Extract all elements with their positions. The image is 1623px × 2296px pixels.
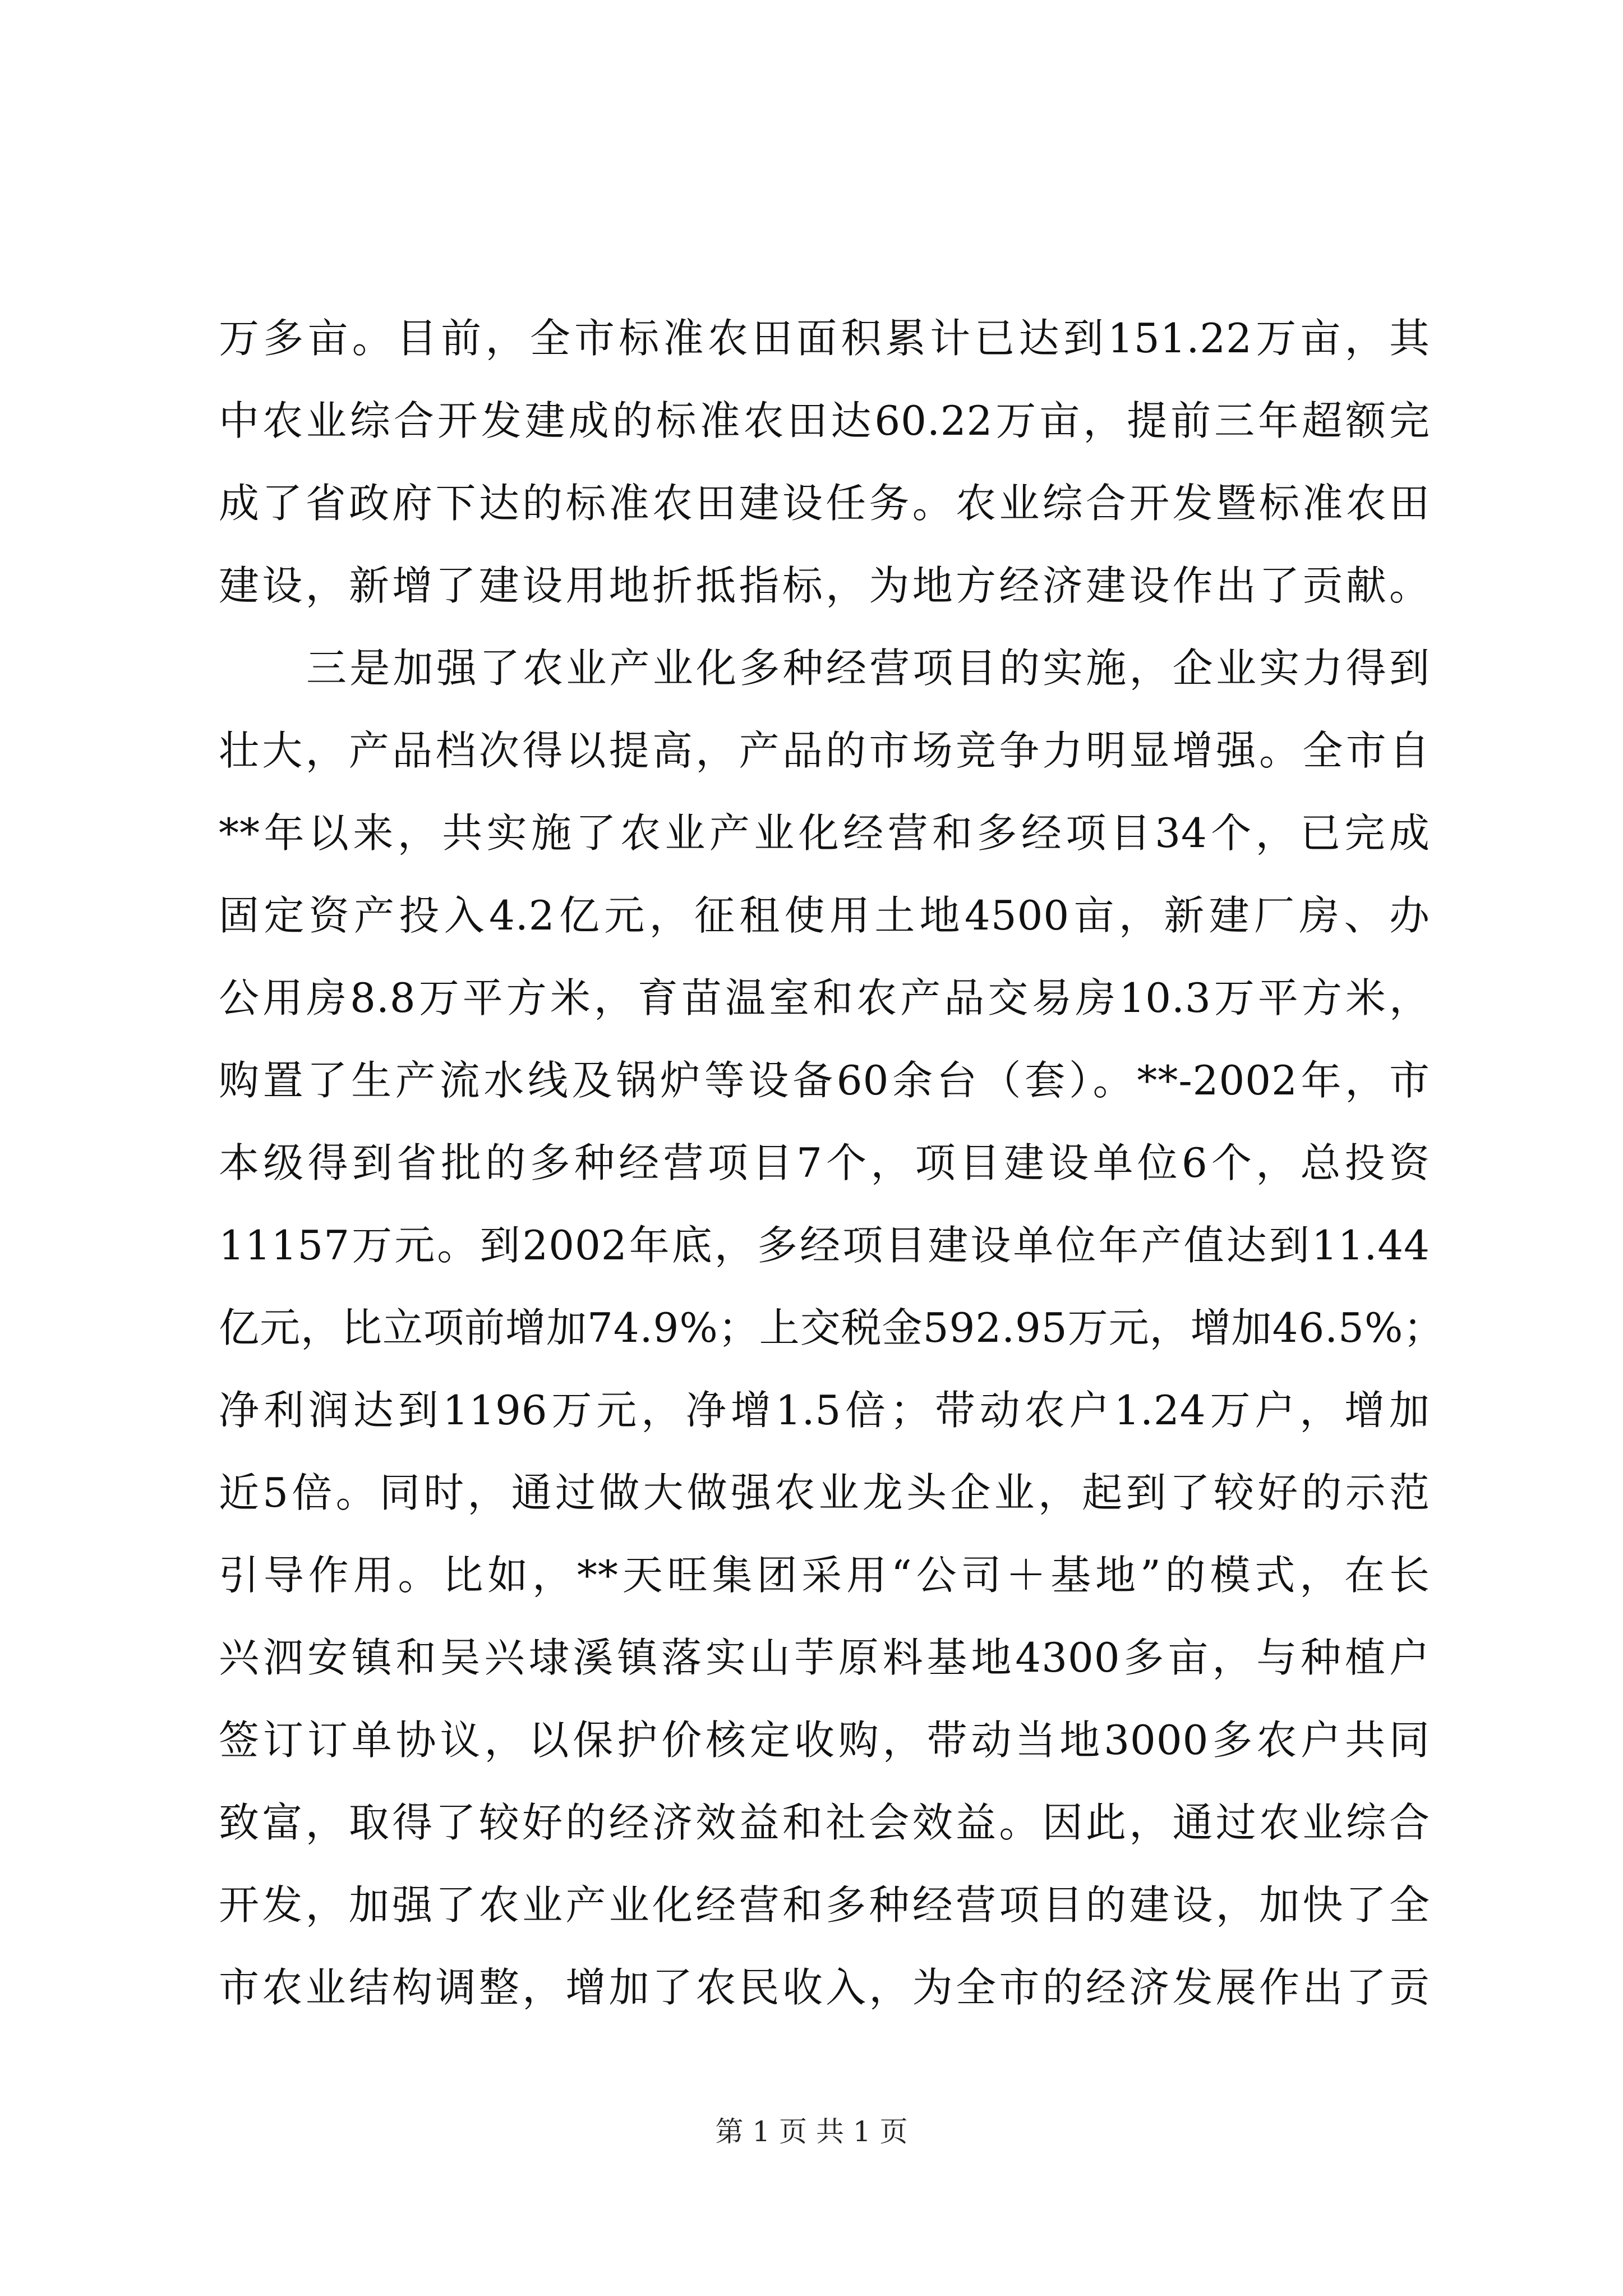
text-line-8: 固定资产投入4.2亿元，征租使用土地4500亩，新建厂房、办 bbox=[219, 892, 1430, 939]
text-line-7: **年以来，共实施了农业产业化经营和多经项目34个，已完成 bbox=[219, 809, 1430, 857]
text-line-2: 中农业综合开发建成的标准农田达60.22万亩，提前三年超额完 bbox=[219, 397, 1430, 444]
text-line-16: 引导作用。比如，**天旺集团采用“公司＋基地”的模式，在长 bbox=[219, 1552, 1430, 1599]
text-line-18: 签订订单协议，以保护价核定收购，带动当地3000多农户共同 bbox=[219, 1717, 1430, 1764]
text-line-17: 兴泗安镇和吴兴埭溪镇落实山芋原料基地4300多亩，与种植户 bbox=[219, 1634, 1430, 1681]
text-line-4: 建设，新增了建设用地折抵指标，为地方经济建设作出了贡献。 bbox=[219, 562, 1430, 609]
page-footer bbox=[0, 2115, 1623, 2148]
text-line-12: 11157万元。到2002年底，多经项目建设单位年产值达到11.44 bbox=[219, 1222, 1430, 1269]
page-number-label: 第 1 页 共 1 页 bbox=[715, 2115, 908, 2148]
text-line-3: 成了省政府下达的标准农田建设任务。农业综合开发暨标准农田 bbox=[219, 480, 1430, 527]
text-line-13: 亿元，比立项前增加74.9%；上交税金592.95万元，增加46.5%； bbox=[219, 1304, 1445, 1351]
text-line-15: 近5倍。同时，通过做大做强农业龙头企业，起到了较好的示范 bbox=[219, 1469, 1430, 1516]
text-line-1: 万多亩。目前，全市标准农田面积累计已达到151.22万亩，其 bbox=[219, 315, 1430, 362]
text-line-11: 本级得到省批的多种经营项目7个，项目建设单位6个，总投资 bbox=[219, 1139, 1430, 1186]
text-line-14: 净利润达到1196万元，净增1.5倍；带动农户1.24万户，增加 bbox=[219, 1387, 1430, 1434]
text-line-6: 壮大，产品档次得以提高，产品的市场竞争力明显增强。全市自 bbox=[219, 727, 1430, 774]
text-line-21: 市农业结构调整，增加了农民收入，为全市的经济发展作出了贡 bbox=[219, 1964, 1430, 2011]
text-line-19: 致富，取得了较好的经济效益和社会效益。因此，通过农业综合 bbox=[219, 1799, 1430, 1846]
text-line-20: 开发，加强了农业产业化经营和多种经营项目的建设，加快了全 bbox=[219, 1881, 1430, 1929]
paragraph-start-line: 三是加强了农业产业化多种经营项目的实施，企业实力得到 bbox=[306, 645, 1430, 692]
text-line-10: 购置了生产流水线及锅炉等设备60余台（套）。**-2002年，市 bbox=[219, 1057, 1430, 1104]
text-line-9: 公用房8.8万平方米，育苗温室和农产品交易房10.3万平方米， bbox=[219, 974, 1430, 1022]
body-text bbox=[219, 297, 1445, 2029]
